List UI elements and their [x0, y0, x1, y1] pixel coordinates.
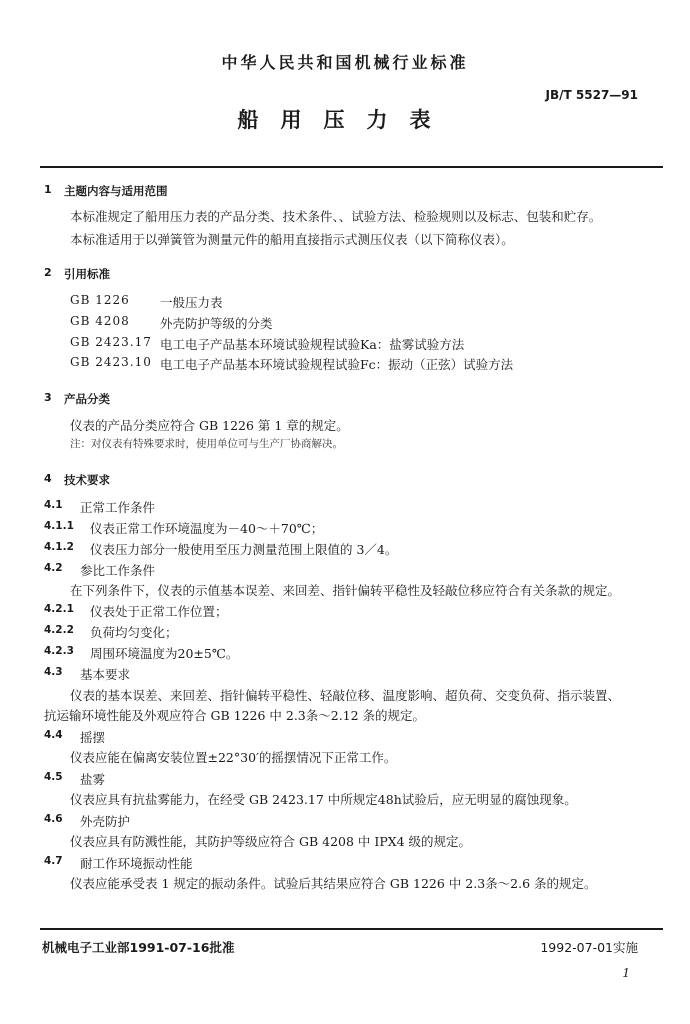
paragraph-line: 在下列条件下，仪表的示值基本误差、来回差、指针偏转平稳性及轻敲位移应符合有关条款的规定。: [70, 583, 621, 598]
reference-code: GB 2423.17: [70, 335, 152, 349]
clause-number: 4.1: [44, 499, 63, 511]
clause-number: 4.1.1: [44, 520, 74, 532]
standard-code: JB/T 5527—91: [545, 88, 638, 102]
clause-number: 4.3: [44, 666, 63, 678]
reference-title: 电工电子产品基本环境试验规程试验Fc：振动（正弦）试验方法: [160, 357, 514, 372]
clause-text: 外壳防护: [80, 814, 131, 829]
clause-number: 4.4: [44, 729, 63, 741]
paragraph-line: 抗运输环境性能及外观应符合 GB 1226 中 2.3条～2.12 条的规定。: [44, 708, 426, 723]
reference-title: 外壳防护等级的分类: [160, 316, 273, 331]
clause-number: 4.2.2: [44, 624, 74, 636]
paragraph-line: 仪表应具有防溅性能，其防护等级应符合 GB 4208 中 IPX4 级的规定。: [70, 834, 472, 849]
clause-text: 盐雾: [80, 772, 106, 787]
clause-text: 摇摆: [80, 730, 106, 745]
reference-code: GB 2423.10: [70, 355, 152, 369]
section-title: 技术要求: [64, 473, 110, 487]
document-title: 船用压力表: [237, 108, 453, 132]
section-title: 产品分类: [64, 392, 110, 406]
section-number: 4: [44, 472, 52, 485]
header-rule: [40, 166, 663, 168]
clause-text: 仪表处于正常工作位置；: [90, 604, 228, 619]
section-title: 主题内容与适用范围: [64, 184, 168, 198]
clause-number: 4.2: [44, 562, 63, 574]
clause-text: 基本要求: [80, 667, 131, 682]
page-number: 1: [622, 966, 630, 980]
paragraph-line: 本标准规定了船用压力表的产品分类、技术条件、、试验方法、检验规则以及标志、包装和贮存。: [70, 209, 602, 224]
note-line: 注：对仪表有特殊要求时，使用单位可与生产厂协商解决。: [70, 438, 343, 450]
clause-text: 仪表压力部分一般使用至压力测量范围上限值的 3／4。: [90, 542, 398, 557]
clause-text: 周围环境温度为20±5℃。: [90, 646, 239, 661]
clause-text: 耐工作环境振动性能: [80, 856, 193, 871]
clause-number: 4.1.2: [44, 541, 74, 553]
clause-text: 负荷均匀变化；: [90, 625, 178, 640]
reference-code: GB 1226: [70, 293, 130, 307]
clause-text: 参比工作条件: [80, 563, 156, 578]
paragraph-line: 仪表应能承受表 1 规定的振动条件。试验后其结果应符合 GB 1226 中 2.3条～2.6 条的规定。: [70, 876, 597, 891]
paragraph-line: 仪表的基本误差、来回差、指针偏转平稳性、轻敲位移、温度影响、超负荷、交变负荷、指示装置、: [70, 688, 621, 703]
clause-number: 4.5: [44, 771, 63, 783]
reference-title: 电工电子产品基本环境试验规程试验Ka：盐雾试验方法: [160, 337, 465, 352]
paragraph-line: 仪表应具有抗盐雾能力，在经受 GB 2423.17 中所规定48h试验后，应无明显的腐蚀现象。: [70, 792, 577, 807]
reference-title: 一般压力表: [160, 295, 223, 310]
clause-number: 4.7: [44, 855, 63, 867]
paragraph-line: 本标准适用于以弹簧管为测量元件的船用直接指示式测压仪表（以下简称仪表）。: [70, 232, 514, 247]
section-number: 1: [44, 183, 52, 196]
clause-text: 正常工作条件: [80, 500, 156, 515]
standard-organization: 中华人民共和国机械行业标准: [221, 53, 469, 72]
paragraph-line: 仪表应能在偏离安装位置±22°30′的摇摆情况下正常工作。: [70, 750, 397, 765]
section-title: 引用标准: [64, 267, 110, 281]
clause-number: 4.6: [44, 813, 63, 825]
section-number: 2: [44, 266, 52, 279]
section-number: 3: [44, 391, 52, 404]
clause-number: 4.2.3: [44, 645, 74, 657]
paragraph-line: 仪表的产品分类应符合 GB 1226 第 1 章的规定。: [70, 418, 349, 433]
reference-code: GB 4208: [70, 314, 130, 328]
effective-date: 1992-07-01实施: [540, 940, 638, 955]
clause-number: 4.2.1: [44, 603, 74, 615]
clause-text: 仪表正常工作环境温度为－40～＋70℃；: [90, 521, 324, 536]
approval-date: 机械电子工业部1991-07-16批准: [42, 940, 235, 955]
footer-rule: [40, 928, 663, 930]
